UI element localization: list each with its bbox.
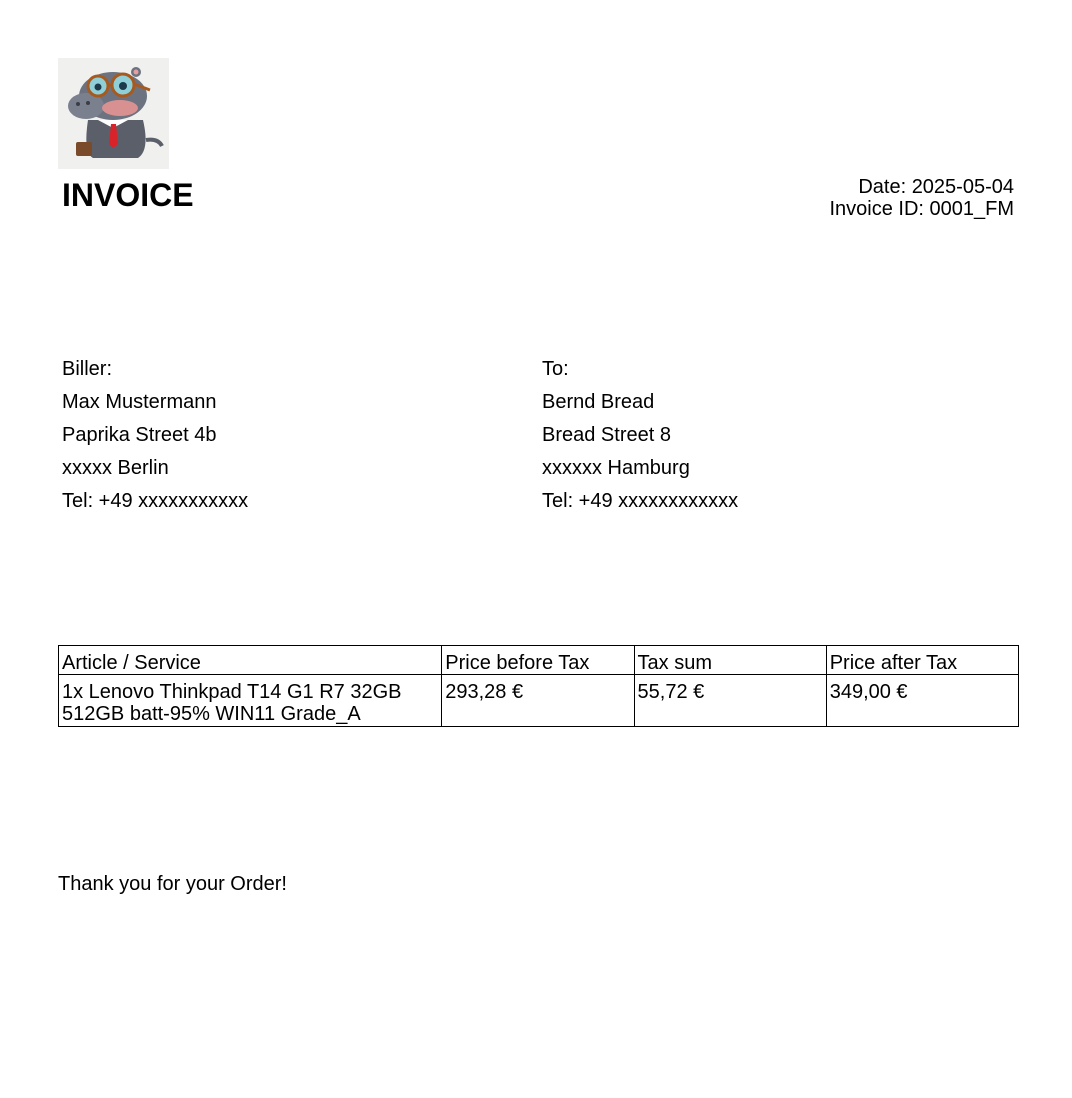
- biller-city: xxxxx Berlin: [62, 457, 169, 479]
- cell-price-after-tax: 349,00 €: [826, 675, 1018, 727]
- cell-tax-sum: 55,72 €: [634, 675, 826, 727]
- invoice-meta: [829, 176, 1014, 220]
- header-tax-sum: Tax sum: [634, 646, 826, 675]
- article-line-1: 1x Lenovo Thinkpad T14 G1 R7 32GB: [62, 681, 402, 703]
- recipient-tel: Tel: +49 xxxxxxxxxxxx: [542, 490, 739, 512]
- company-logo: [58, 58, 169, 169]
- recipient-street: Bread Street 8: [542, 424, 671, 446]
- biller-label: Biller:: [62, 358, 113, 380]
- biller-street: Paprika Street 4b: [62, 424, 217, 446]
- article-line-2: 512GB batt-95% WIN11 Grade_A: [62, 703, 361, 725]
- recipient-name: Bernd Bread: [542, 391, 655, 413]
- biller-block: [62, 353, 248, 518]
- invoice-title: INVOICE: [62, 177, 194, 213]
- thank-you-note: Thank you for your Order!: [58, 873, 287, 895]
- header-price-before-tax: Price before Tax: [442, 646, 634, 675]
- table-header-row: [59, 646, 1019, 675]
- hippo-logo-icon: [58, 58, 169, 169]
- header-article: Article / Service: [59, 646, 442, 675]
- biller-tel: Tel: +49 xxxxxxxxxxx: [62, 490, 249, 512]
- invoice-date: Date: 2025-05-04: [858, 176, 1014, 198]
- recipient-city: xxxxxx Hamburg: [542, 457, 690, 479]
- recipient-label: To:: [542, 358, 569, 380]
- cell-article: [59, 675, 442, 727]
- invoice-items-table: [58, 645, 1019, 727]
- invoice-id: Invoice ID: 0001_FM: [829, 198, 1014, 220]
- table-row: [59, 675, 1019, 727]
- cell-price-before-tax: 293,28 €: [442, 675, 634, 727]
- recipient-block: [542, 353, 738, 518]
- biller-name: Max Mustermann: [62, 391, 217, 413]
- header-price-after-tax: Price after Tax: [826, 646, 1018, 675]
